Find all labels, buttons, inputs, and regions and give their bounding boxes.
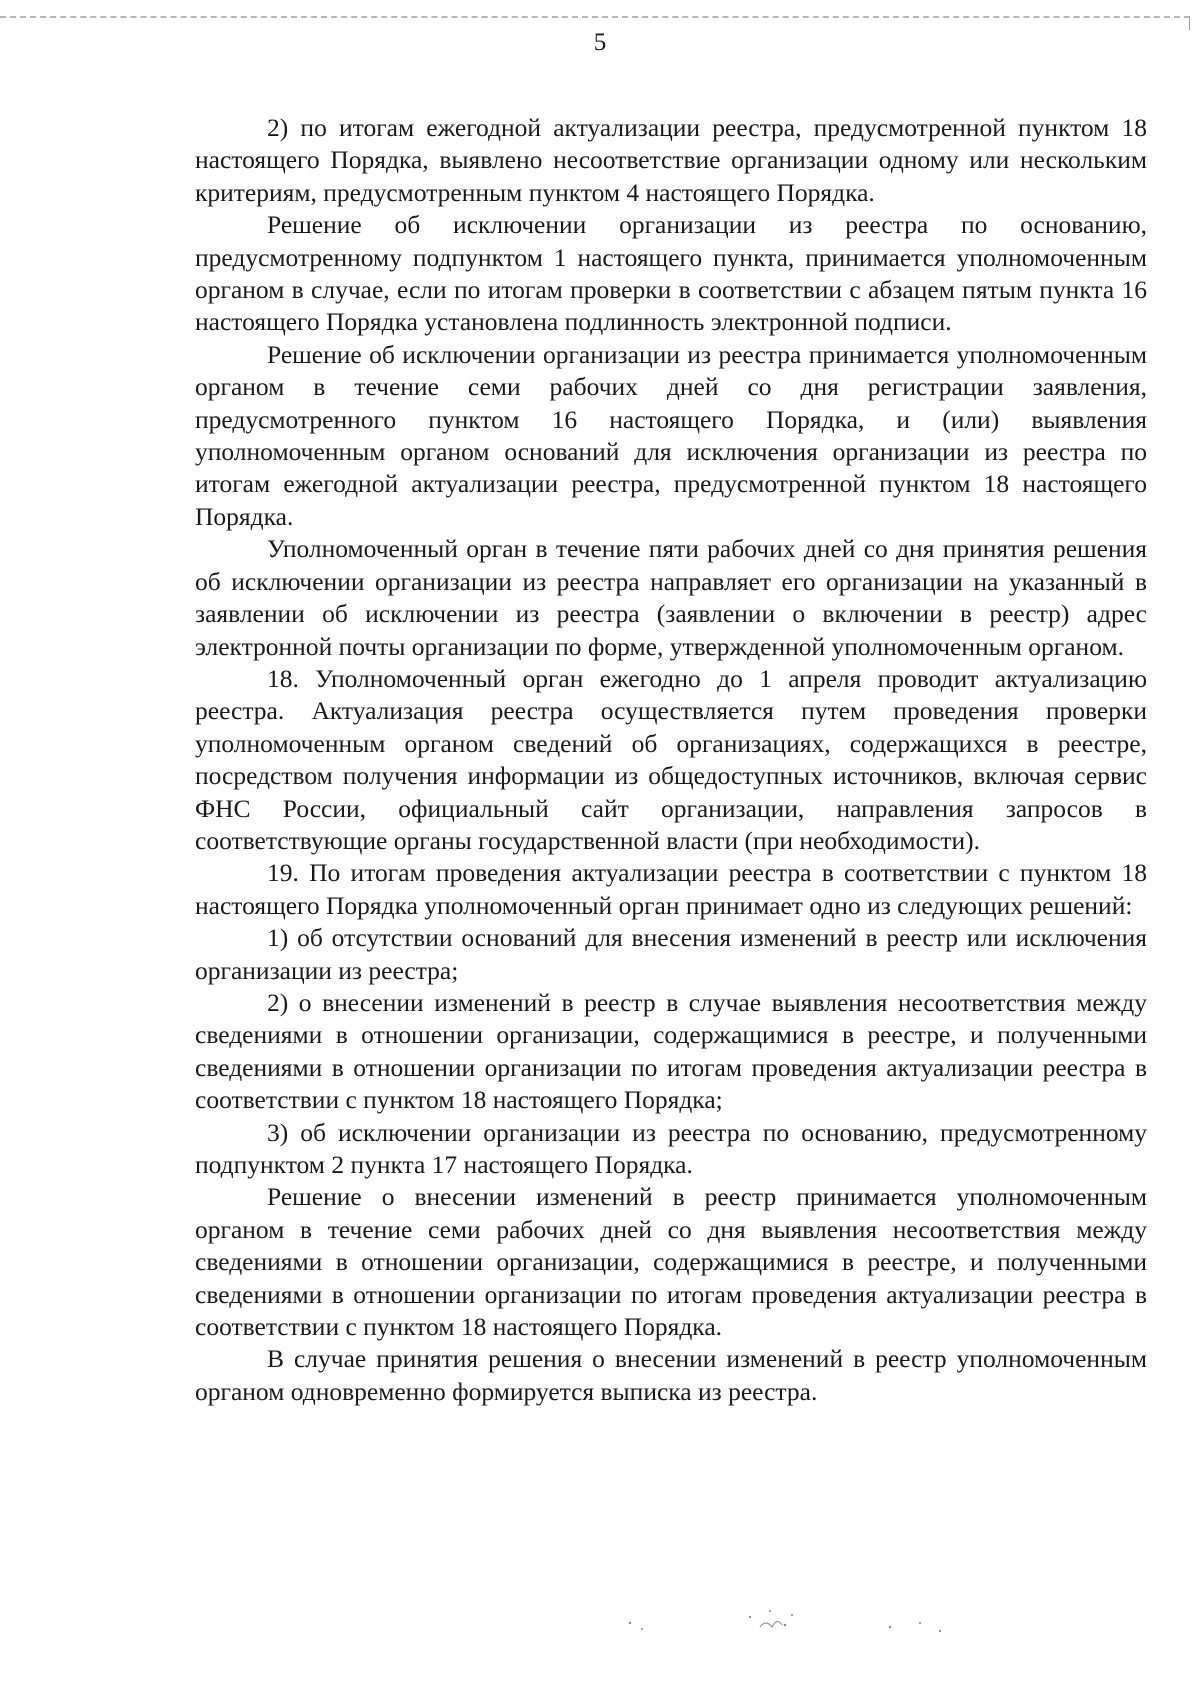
paragraph-4: Уполномоченный орган в течение пяти рабочих дней со дня принятия решения об исключении организации из реестра направляет его организации на указанный в заявлении об исключении из реестра (заявлении о включении в реестр) адрес электронной почты организации по форме, утвержденной уполномоченным органом. bbox=[195, 534, 1147, 661]
page-number: 5 bbox=[593, 29, 607, 56]
paragraph-9: 3) об исключении организации из реестра по основанию, предусмотренному подпунктом 2 пункта 17 настоящего Порядка. bbox=[195, 1117, 1147, 1179]
paragraph-10: Решение о внесении изменений в реестр принимается уполномоченным органом в течение семи рабочих дней со дня выявления несоответствия между сведениями в отношении организации, содержащимися в реестре, и полученными сведениями в отношении организации по итогам проведения актуализации реестра в соответствии с пунктом 18 настоящего Порядка. bbox=[195, 1182, 1147, 1342]
scan-specks bbox=[620, 1605, 1040, 1655]
scan-top-border bbox=[0, 16, 1190, 18]
paragraph-6: 19. По итогам проведения актуализации реестра в соответствии с пунктом 18 настоящего Порядка уполномоченный орган принимает одно из следующих решений: bbox=[195, 858, 1147, 920]
paragraph-5: 18. Уполномоченный орган ежегодно до 1 апреля проводит актуализацию реестра. Актуализация реестра осуществляется путем проведения проверки уполномоченным органом сведений об организациях, содержащихся в реестре, посредством получения информации из общедоступных источников, включая сервис ФНС России, официальный сайт организации, направления запросов в соответствующие органы государственной власти (при необходимости). bbox=[195, 663, 1147, 855]
paragraph-7: 1) об отсутствии оснований для внесения изменений в реестр или исключения организации из реестра; bbox=[195, 923, 1147, 985]
paragraph-3: Решение об исключении организации из реестра принимается уполномоченным органом в течение семи рабочих дней со дня регистрации заявления, предусмотренного пунктом 16 настоящего Порядка, и (или) выявления уполномоченным органом оснований для исключения организации из реестра по итогам ежегодной актуализации реестра, предусмотренной пунктом 18 настоящего Порядка. bbox=[195, 339, 1147, 531]
paragraph-2: Решение об исключении организации из реестра по основанию, предусмотренному подпунктом 1 настоящего пункта, принимается уполномоченным органом в случае, если по итогам проверки в соответствии с абзацем пятым пункта 16 настоящего Порядка установлена подлинность электронной подписи. bbox=[195, 210, 1147, 337]
paragraph-1: 2) по итогам ежегодной актуализации реестра, предусмотренной пунктом 18 настоящего Порядка, выявлено несоответствие организации одному или нескольким критериям, предусмотренным пунктом 4 настоящего Порядка. bbox=[195, 113, 1147, 207]
paragraph-11: В случае принятия решения о внесении изменений в реестр уполномоченным органом одновременно формируется выписка из реестра. bbox=[195, 1344, 1147, 1406]
paragraph-8: 2) о внесении изменений в реестр в случае выявления несоответствия между сведениями в отношении организации, содержащимися в реестре, и полученными сведениями в отношении организации по итогам проведения актуализации реестра в соответствии с пунктом 18 настоящего Порядка; bbox=[195, 987, 1147, 1115]
document-body bbox=[195, 112, 1147, 1408]
